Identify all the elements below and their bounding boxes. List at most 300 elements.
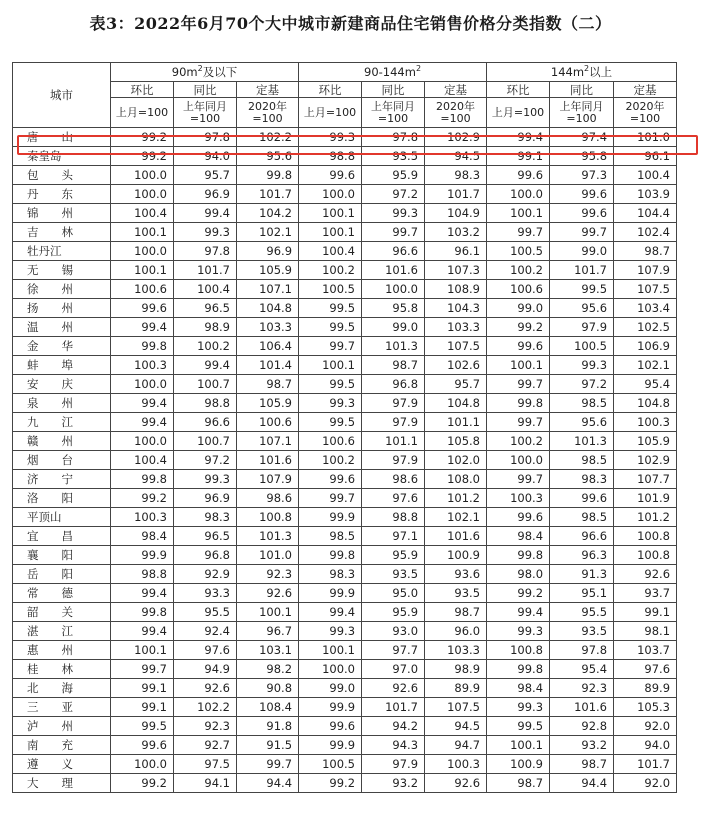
value-cell: 103.4 — [614, 299, 677, 318]
value-cell: 94.1 — [174, 774, 237, 793]
value-cell: 102.5 — [614, 318, 677, 337]
sub-header: 环比 — [111, 82, 174, 98]
city-cell: 韶 关 — [13, 603, 111, 622]
value-cell: 107.7 — [614, 470, 677, 489]
value-cell: 98.5 — [550, 451, 614, 470]
value-cell: 96.0 — [425, 622, 487, 641]
table-row — [13, 299, 677, 318]
value-cell: 93.7 — [614, 584, 677, 603]
value-cell: 99.5 — [299, 375, 362, 394]
value-cell: 99.4 — [111, 394, 174, 413]
city-cell: 九 江 — [13, 413, 111, 432]
value-cell: 95.6 — [550, 413, 614, 432]
value-cell: 105.3 — [614, 698, 677, 717]
value-cell: 103.3 — [237, 318, 299, 337]
value-cell: 96.1 — [614, 147, 677, 166]
value-cell: 99.8 — [487, 660, 550, 679]
value-cell: 102.0 — [425, 451, 487, 470]
value-cell: 104.8 — [237, 299, 299, 318]
city-cell: 济 宁 — [13, 470, 111, 489]
value-cell: 99.8 — [237, 166, 299, 185]
value-cell: 99.0 — [362, 318, 425, 337]
value-cell: 103.7 — [614, 641, 677, 660]
table-row — [13, 774, 677, 793]
value-cell: 97.9 — [362, 451, 425, 470]
value-cell: 99.6 — [550, 185, 614, 204]
value-cell: 100.3 — [425, 755, 487, 774]
value-cell: 97.9 — [550, 318, 614, 337]
value-cell: 100.1 — [111, 641, 174, 660]
value-cell: 99.6 — [299, 166, 362, 185]
value-cell: 100.0 — [362, 280, 425, 299]
city-cell: 三 亚 — [13, 698, 111, 717]
value-cell: 98.7 — [614, 242, 677, 261]
value-cell: 105.9 — [614, 432, 677, 451]
value-cell: 108.0 — [425, 470, 487, 489]
value-cell: 98.7 — [550, 755, 614, 774]
value-cell: 95.6 — [237, 147, 299, 166]
value-cell: 97.8 — [550, 641, 614, 660]
value-cell: 101.3 — [362, 337, 425, 356]
value-cell: 93.5 — [362, 147, 425, 166]
value-cell: 91.5 — [237, 736, 299, 755]
table-row — [13, 660, 677, 679]
value-cell: 92.6 — [425, 774, 487, 793]
value-cell: 89.9 — [425, 679, 487, 698]
value-cell: 93.0 — [362, 622, 425, 641]
value-cell: 102.2 — [237, 128, 299, 147]
value-cell: 99.7 — [487, 223, 550, 242]
value-cell: 99.7 — [550, 223, 614, 242]
value-cell: 99.6 — [299, 717, 362, 736]
sub-header: 同比 — [174, 82, 237, 98]
value-cell: 98.7 — [237, 375, 299, 394]
table-row — [13, 679, 677, 698]
value-cell: 98.3 — [174, 508, 237, 527]
base-header: 2020年=100 — [425, 98, 487, 128]
value-cell: 107.9 — [237, 470, 299, 489]
base-header: 上月=100 — [487, 98, 550, 128]
city-cell: 桂 林 — [13, 660, 111, 679]
table-row — [13, 489, 677, 508]
value-cell: 97.1 — [362, 527, 425, 546]
city-cell: 南 充 — [13, 736, 111, 755]
page-title: 表3：2022年6月70个大中城市新建商品住宅销售价格分类指数（二） — [89, 14, 612, 33]
value-cell: 99.6 — [487, 508, 550, 527]
value-cell: 96.9 — [174, 489, 237, 508]
city-cell: 蚌 埠 — [13, 356, 111, 375]
value-cell: 100.5 — [487, 242, 550, 261]
value-cell: 100.5 — [550, 337, 614, 356]
value-cell: 94.0 — [174, 147, 237, 166]
value-cell: 107.9 — [614, 261, 677, 280]
city-cell: 烟 台 — [13, 451, 111, 470]
value-cell: 101.3 — [237, 527, 299, 546]
value-cell: 100.4 — [299, 242, 362, 261]
value-cell: 99.4 — [487, 603, 550, 622]
value-cell: 103.2 — [425, 223, 487, 242]
value-cell: 94.5 — [425, 147, 487, 166]
value-cell: 93.2 — [362, 774, 425, 793]
value-cell: 99.4 — [111, 584, 174, 603]
value-cell: 108.4 — [237, 698, 299, 717]
value-cell: 101.4 — [237, 356, 299, 375]
value-cell: 100.1 — [111, 261, 174, 280]
value-cell: 101.2 — [614, 508, 677, 527]
value-cell: 105.8 — [425, 432, 487, 451]
value-cell: 103.3 — [425, 641, 487, 660]
value-cell: 107.5 — [425, 698, 487, 717]
value-cell: 99.2 — [111, 774, 174, 793]
value-cell: 99.7 — [487, 413, 550, 432]
table-row — [13, 413, 677, 432]
city-cell: 赣 州 — [13, 432, 111, 451]
value-cell: 102.1 — [237, 223, 299, 242]
value-cell: 89.9 — [614, 679, 677, 698]
value-cell: 102.1 — [425, 508, 487, 527]
value-cell: 94.0 — [614, 736, 677, 755]
value-cell: 96.3 — [550, 546, 614, 565]
value-cell: 98.0 — [487, 565, 550, 584]
value-cell: 99.2 — [111, 489, 174, 508]
value-cell: 100.0 — [111, 185, 174, 204]
value-cell: 95.9 — [362, 166, 425, 185]
value-cell: 92.3 — [237, 565, 299, 584]
value-cell: 100.1 — [299, 223, 362, 242]
value-cell: 107.5 — [614, 280, 677, 299]
sub-header: 定基 — [425, 82, 487, 98]
city-cell: 襄 阳 — [13, 546, 111, 565]
value-cell: 97.6 — [362, 489, 425, 508]
value-cell: 98.9 — [174, 318, 237, 337]
value-cell: 100.4 — [111, 204, 174, 223]
city-cell: 大 理 — [13, 774, 111, 793]
value-cell: 92.3 — [174, 717, 237, 736]
value-cell: 95.4 — [614, 375, 677, 394]
value-cell: 99.0 — [550, 242, 614, 261]
value-cell: 99.6 — [111, 736, 174, 755]
value-cell: 107.1 — [237, 432, 299, 451]
value-cell: 96.5 — [174, 299, 237, 318]
value-cell: 101.7 — [550, 261, 614, 280]
value-cell: 93.5 — [362, 565, 425, 584]
value-cell: 99.4 — [111, 622, 174, 641]
value-cell: 95.7 — [174, 166, 237, 185]
value-cell: 92.6 — [237, 584, 299, 603]
value-cell: 102.2 — [174, 698, 237, 717]
value-cell: 98.6 — [362, 470, 425, 489]
table-row — [13, 185, 677, 204]
value-cell: 99.5 — [299, 318, 362, 337]
value-cell: 101.3 — [550, 432, 614, 451]
price-index-table — [12, 62, 677, 793]
value-cell: 96.8 — [362, 375, 425, 394]
value-cell: 101.6 — [362, 261, 425, 280]
value-cell: 100.0 — [487, 185, 550, 204]
city-cell: 平顶山 — [13, 508, 111, 527]
city-cell: 锦 州 — [13, 204, 111, 223]
value-cell: 100.7 — [174, 375, 237, 394]
value-cell: 106.4 — [237, 337, 299, 356]
value-cell: 100.0 — [111, 432, 174, 451]
value-cell: 99.8 — [111, 337, 174, 356]
value-cell: 97.8 — [174, 242, 237, 261]
value-cell: 99.9 — [111, 546, 174, 565]
sub-header: 同比 — [362, 82, 425, 98]
value-cell: 94.2 — [362, 717, 425, 736]
value-cell: 96.6 — [174, 413, 237, 432]
value-cell: 94.5 — [425, 717, 487, 736]
value-cell: 96.7 — [237, 622, 299, 641]
value-cell: 99.7 — [487, 375, 550, 394]
value-cell: 101.7 — [614, 755, 677, 774]
table-row — [13, 603, 677, 622]
value-cell: 100.3 — [487, 489, 550, 508]
value-cell: 94.7 — [425, 736, 487, 755]
value-cell: 93.2 — [550, 736, 614, 755]
value-cell: 99.2 — [299, 774, 362, 793]
value-cell: 92.4 — [174, 622, 237, 641]
value-cell: 96.1 — [425, 242, 487, 261]
value-cell: 99.2 — [487, 584, 550, 603]
value-cell: 99.3 — [550, 356, 614, 375]
value-cell: 99.5 — [299, 299, 362, 318]
city-cell: 泉 州 — [13, 394, 111, 413]
value-cell: 97.9 — [362, 394, 425, 413]
value-cell: 100.0 — [299, 185, 362, 204]
value-cell: 99.7 — [111, 660, 174, 679]
value-cell: 100.0 — [487, 451, 550, 470]
value-cell: 98.2 — [237, 660, 299, 679]
value-cell: 102.9 — [614, 451, 677, 470]
sub-header: 同比 — [550, 82, 614, 98]
value-cell: 95.6 — [550, 299, 614, 318]
value-cell: 92.0 — [614, 774, 677, 793]
value-cell: 102.1 — [614, 356, 677, 375]
value-cell: 92.9 — [174, 565, 237, 584]
table-row — [13, 717, 677, 736]
value-cell: 100.1 — [299, 356, 362, 375]
value-cell: 97.9 — [362, 755, 425, 774]
value-cell: 99.3 — [362, 204, 425, 223]
value-cell: 100.3 — [614, 413, 677, 432]
city-cell: 徐 州 — [13, 280, 111, 299]
group-header: $90-144m^2$ — [299, 63, 487, 82]
value-cell: 95.0 — [362, 584, 425, 603]
value-cell: 100.0 — [111, 755, 174, 774]
city-column-header: 城市 — [13, 63, 111, 128]
value-cell: 100.0 — [111, 242, 174, 261]
value-cell: 91.8 — [237, 717, 299, 736]
city-cell: 岳 阳 — [13, 565, 111, 584]
value-cell: 97.6 — [174, 641, 237, 660]
value-cell: 104.8 — [425, 394, 487, 413]
city-cell: 温 州 — [13, 318, 111, 337]
value-cell: 95.5 — [550, 603, 614, 622]
value-cell: 99.4 — [487, 128, 550, 147]
value-cell: 99.7 — [299, 489, 362, 508]
value-cell: 100.1 — [487, 356, 550, 375]
value-cell: 100.9 — [425, 546, 487, 565]
value-cell: 99.3 — [299, 128, 362, 147]
value-cell: 100.4 — [174, 280, 237, 299]
city-cell: 唐 山 — [13, 128, 111, 147]
value-cell: 94.3 — [362, 736, 425, 755]
value-cell: 92.6 — [614, 565, 677, 584]
value-cell: 102.4 — [614, 223, 677, 242]
value-cell: 98.4 — [111, 527, 174, 546]
value-cell: 99.6 — [111, 299, 174, 318]
value-cell: 99.7 — [362, 223, 425, 242]
value-cell: 107.1 — [237, 280, 299, 299]
value-cell: 99.0 — [487, 299, 550, 318]
table-row — [13, 128, 677, 147]
value-cell: 97.2 — [550, 375, 614, 394]
city-cell: 包 头 — [13, 166, 111, 185]
value-cell: 98.8 — [362, 508, 425, 527]
value-cell: 99.3 — [487, 698, 550, 717]
value-cell: 101.1 — [362, 432, 425, 451]
value-cell: 92.7 — [174, 736, 237, 755]
value-cell: 93.6 — [425, 565, 487, 584]
value-cell: 100.6 — [111, 280, 174, 299]
group-header: $90m^2$及以下 — [111, 63, 299, 82]
base-header: 上年同月=100 — [362, 98, 425, 128]
value-cell: 99.8 — [487, 546, 550, 565]
value-cell: 98.3 — [550, 470, 614, 489]
value-cell: 104.4 — [614, 204, 677, 223]
base-header: 上月=100 — [111, 98, 174, 128]
value-cell: 92.3 — [550, 679, 614, 698]
value-cell: 101.6 — [425, 527, 487, 546]
value-cell: 91.3 — [550, 565, 614, 584]
value-cell: 98.5 — [299, 527, 362, 546]
value-cell: 98.7 — [362, 356, 425, 375]
value-cell: 99.7 — [237, 755, 299, 774]
table-row — [13, 470, 677, 489]
value-cell: 99.0 — [299, 679, 362, 698]
value-cell: 96.5 — [174, 527, 237, 546]
value-cell: 101.1 — [425, 413, 487, 432]
value-cell: 95.8 — [550, 147, 614, 166]
value-cell: 98.3 — [299, 565, 362, 584]
value-cell: 99.2 — [111, 147, 174, 166]
value-cell: 100.1 — [111, 223, 174, 242]
city-cell: 湛 江 — [13, 622, 111, 641]
table-row — [13, 451, 677, 470]
value-cell: 100.8 — [614, 527, 677, 546]
value-cell: 98.3 — [425, 166, 487, 185]
value-cell: 99.7 — [299, 337, 362, 356]
value-cell: 98.8 — [299, 147, 362, 166]
table-row — [13, 432, 677, 451]
city-cell: 丹 东 — [13, 185, 111, 204]
value-cell: 100.1 — [299, 641, 362, 660]
value-cell: 100.1 — [299, 204, 362, 223]
table-row — [13, 147, 677, 166]
value-cell: 101.6 — [550, 698, 614, 717]
city-cell: 遵 义 — [13, 755, 111, 774]
table-row — [13, 736, 677, 755]
value-cell: 99.1 — [614, 603, 677, 622]
value-cell: 99.9 — [299, 584, 362, 603]
value-cell: 100.3 — [111, 356, 174, 375]
value-cell: 103.3 — [425, 318, 487, 337]
value-cell: 99.6 — [487, 166, 550, 185]
value-cell: 94.4 — [237, 774, 299, 793]
base-header: 上月=100 — [299, 98, 362, 128]
table-row — [13, 394, 677, 413]
value-cell: 100.2 — [174, 337, 237, 356]
table-row — [13, 755, 677, 774]
value-cell: 107.5 — [425, 337, 487, 356]
value-cell: 100.9 — [487, 755, 550, 774]
value-cell: 99.6 — [550, 204, 614, 223]
value-cell: 100.8 — [237, 508, 299, 527]
value-cell: 98.9 — [425, 660, 487, 679]
value-cell: 97.0 — [362, 660, 425, 679]
value-cell: 99.3 — [299, 622, 362, 641]
value-cell: 100.6 — [237, 413, 299, 432]
value-cell: 93.5 — [425, 584, 487, 603]
city-cell: 牡丹江 — [13, 242, 111, 261]
value-cell: 97.6 — [614, 660, 677, 679]
value-cell: 101.7 — [362, 698, 425, 717]
city-cell: 常 德 — [13, 584, 111, 603]
value-cell: 92.8 — [550, 717, 614, 736]
value-cell: 99.1 — [111, 698, 174, 717]
value-cell: 99.9 — [299, 736, 362, 755]
table-row — [13, 204, 677, 223]
table-row — [13, 166, 677, 185]
table-row — [13, 565, 677, 584]
city-cell: 金 华 — [13, 337, 111, 356]
sub-header: 定基 — [237, 82, 299, 98]
value-cell: 105.9 — [237, 394, 299, 413]
value-cell: 99.8 — [487, 394, 550, 413]
value-cell: 95.8 — [362, 299, 425, 318]
value-cell: 95.5 — [174, 603, 237, 622]
value-cell: 99.8 — [299, 546, 362, 565]
value-cell: 100.6 — [487, 280, 550, 299]
value-cell: 98.4 — [487, 679, 550, 698]
value-cell: 100.3 — [111, 508, 174, 527]
value-cell: 97.8 — [174, 128, 237, 147]
value-cell: 101.0 — [614, 128, 677, 147]
value-cell: 98.7 — [425, 603, 487, 622]
value-cell: 100.5 — [299, 280, 362, 299]
value-cell: 92.0 — [614, 717, 677, 736]
value-cell: 100.0 — [111, 375, 174, 394]
city-cell: 无 锡 — [13, 261, 111, 280]
value-cell: 92.6 — [362, 679, 425, 698]
value-cell: 98.8 — [111, 565, 174, 584]
value-cell: 99.4 — [174, 204, 237, 223]
value-cell: 97.3 — [550, 166, 614, 185]
city-cell: 安 庆 — [13, 375, 111, 394]
value-cell: 97.9 — [362, 413, 425, 432]
value-cell: 94.9 — [174, 660, 237, 679]
value-cell: 99.5 — [550, 280, 614, 299]
value-cell: 99.2 — [487, 318, 550, 337]
value-cell: 108.9 — [425, 280, 487, 299]
value-cell: 99.4 — [299, 603, 362, 622]
value-cell: 101.2 — [425, 489, 487, 508]
table-row — [13, 641, 677, 660]
value-cell: 101.7 — [237, 185, 299, 204]
city-cell: 吉 林 — [13, 223, 111, 242]
sub-header: 环比 — [487, 82, 550, 98]
